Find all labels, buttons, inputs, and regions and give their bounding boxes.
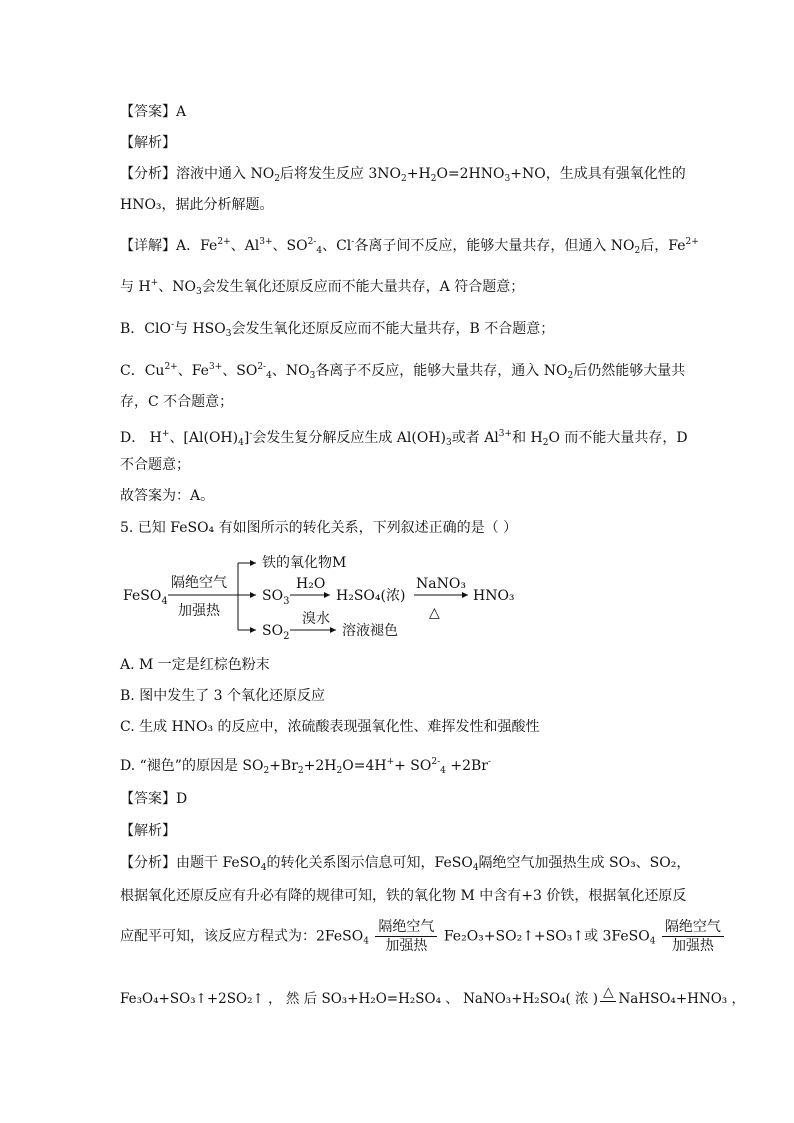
- analysis-paragraph-2-line3: [120, 918, 726, 955]
- diagram-start: FeSO$_4$: [123, 588, 168, 607]
- text-segment: 各离子不反应，能够大量共存，通入 NO: [315, 363, 568, 379]
- superscript: 2-: [431, 757, 441, 767]
- text-segment: 会发生氧化还原反应而不能大量共存，A 符合题意；: [201, 279, 525, 295]
- analysis-label-2: 【解析】: [120, 823, 176, 839]
- superscript: -: [487, 757, 492, 767]
- conclusion-1: 故答案为：A。: [120, 488, 215, 504]
- text-segment: 、SO: [222, 363, 258, 379]
- text-segment: +H: [406, 166, 431, 182]
- text-segment: 、Cl: [322, 238, 352, 254]
- text-segment: 、NO: [271, 363, 310, 379]
- text-segment: 或者 Al: [451, 430, 499, 446]
- option-d-explanation: D． H+、$[Al(OH)_4]^-$会发生复分解反应生成 $Al(OH)_3$或者 $Al^{3+}$和 $H_2O$ 而不能大量共存，D: [120, 429, 688, 448]
- text-segment: NaHSO₄+HNO₃ ，: [618, 991, 745, 1007]
- superscript: 2+: [217, 237, 231, 247]
- condition-bottom: 加强热: [385, 938, 428, 954]
- superscript: 3+: [208, 362, 223, 372]
- analysis-paragraph-1-cont: HNO₃，据此分析解题。: [120, 197, 274, 213]
- option-b: B. 图中发生了 3 个氧化还原反应: [120, 688, 325, 704]
- text-segment: 与 H: [120, 279, 151, 295]
- heat-condition: [600, 983, 616, 1002]
- text-segment: 与 HSO: [174, 321, 226, 337]
- subscript: 3: [504, 174, 511, 184]
- text-segment: D. “褪色”的原因是 SO: [120, 758, 264, 774]
- subscript: 4: [266, 371, 272, 381]
- text-segment: 和 H: [512, 430, 543, 446]
- text-segment: 、Al: [230, 238, 260, 254]
- text-segment: 会发生氧化还原反应而不能大量共存，B 不合题意；: [231, 321, 555, 337]
- option-c-explanation: [120, 358, 685, 385]
- subscript: 2: [401, 174, 407, 184]
- diagram-condition-top: 隔绝空气: [171, 575, 227, 591]
- text-segment: + SO: [394, 758, 432, 774]
- subscript: 2: [430, 174, 437, 184]
- diagram-h2o: H₂O: [296, 576, 326, 592]
- subscript: 3: [225, 329, 232, 339]
- condition-top: 隔绝空气: [662, 918, 724, 937]
- subscript: 4: [260, 863, 267, 873]
- text-segment: D． H: [120, 430, 162, 446]
- conversion-diagram: [118, 545, 538, 645]
- subscript: 2: [542, 438, 549, 448]
- arrowhead: [324, 592, 330, 598]
- text-segment: Fe₃O₄+SO₃↑+2SO₂↑ ， 然 后 SO₃+H₂O=H₂SO₄ 、 NaNO₃+H₂SO₄( 浓 ): [120, 991, 599, 1007]
- subscript: 3: [309, 371, 316, 381]
- option-c-explanation-cont: 存，C 不合题意；: [120, 394, 234, 410]
- arrowhead: [462, 592, 468, 598]
- answer-label-1: 【答案】A: [120, 104, 187, 120]
- text-segment: 后将发生反应 3NO: [279, 166, 402, 182]
- text-segment: 、NO: [158, 279, 196, 295]
- option-d-explanation-cont: 不合题意；: [120, 457, 190, 473]
- subscript: 3: [195, 287, 202, 297]
- text-segment: O 而不能大量共存，D: [548, 430, 688, 446]
- superscript: +: [150, 278, 159, 288]
- detail-paragraph-a-cont: [120, 274, 524, 301]
- text-segment: +Br: [269, 758, 298, 774]
- text-segment: +2Br: [445, 758, 488, 774]
- subscript: 2: [567, 371, 574, 381]
- subscript: 4: [649, 936, 656, 947]
- text-segment: 会发生复分解反应生成 Al(OH): [252, 430, 447, 446]
- text-segment: Fe₂O₃+SO₂↑+SO₃↑或 3FeSO: [443, 928, 650, 945]
- superscript: -: [249, 429, 253, 439]
- subscript: 4: [316, 246, 323, 256]
- subscript: 4: [472, 863, 479, 873]
- subscript: 2: [336, 766, 343, 776]
- arrowhead: [250, 560, 256, 566]
- option-c: C. 生成 HNO₃ 的反应中，浓硫酸表现强氧化性、难挥发性和强酸性: [120, 719, 540, 735]
- subscript: 2: [634, 246, 641, 256]
- text-segment: 、SO: [272, 238, 308, 254]
- text-segment: 各离子间不反应，能够大量共存，但通入 NO: [354, 238, 635, 254]
- diagram-fade: 溶液褪色: [342, 623, 398, 639]
- superscript: -: [170, 320, 175, 330]
- subscript: 4: [363, 936, 369, 947]
- option-b-explanation: [120, 316, 554, 343]
- diagram-condition-bottom: 加强热: [178, 603, 220, 619]
- diagram-nano3: NaNO₃: [416, 576, 466, 592]
- subscript: 2: [263, 766, 270, 776]
- analysis-paragraph-1: [120, 165, 686, 188]
- analysis-paragraph-2: [120, 854, 690, 877]
- superscript: 2+: [685, 237, 699, 247]
- subscript: 3: [446, 438, 452, 448]
- diagram-so2: $SO_2$: [262, 623, 290, 642]
- subscript: 2: [274, 174, 280, 184]
- detail-paragraph-a: [120, 233, 699, 260]
- superscript: 2-: [257, 362, 267, 372]
- text-segment: O=2HNO: [436, 166, 505, 182]
- text-segment: 后，Fe: [640, 238, 686, 254]
- diagram-so3: $SO_3$: [262, 588, 290, 607]
- text-segment: B．ClO: [120, 321, 171, 337]
- superscript: +: [161, 429, 170, 439]
- text-segment: C．Cu: [120, 363, 165, 379]
- condition-bottom: 加强热: [671, 938, 714, 954]
- diagram-delta: △: [429, 605, 440, 621]
- text-segment: 【分析】由题干 FeSO: [120, 855, 261, 871]
- text-segment: 应配平可知，该反应方程式为：2FeSO: [120, 928, 364, 945]
- diagram-bromine-water: 溴水: [302, 611, 330, 627]
- superscript: +: [386, 757, 395, 767]
- text-segment: +NO，生成具有强氧化性的: [510, 166, 686, 182]
- diagram-h2so4: H₂SO₄(浓): [336, 588, 406, 604]
- arrowhead: [250, 592, 256, 598]
- question-5-stem: 5. 已知 FeSO₄ 有如图所示的转化关系，下列叙述正确的是（ ）: [120, 520, 518, 536]
- text-segment: 、[Al(OH): [169, 430, 239, 446]
- superscript: 2+: [164, 362, 178, 372]
- option-d: [120, 753, 491, 780]
- text-segment: 【分析】溶液中通入 NO: [120, 166, 275, 182]
- condition-top: 隔绝空气: [375, 918, 437, 937]
- subscript: 4: [440, 766, 446, 776]
- text-segment: 【详解】A．Fe: [120, 238, 218, 254]
- superscript: 3+: [259, 237, 273, 247]
- analysis-label-1: 【解析】: [120, 135, 176, 151]
- subscript: 2: [297, 766, 304, 776]
- delta-symbol: △: [600, 983, 616, 1002]
- text-segment: 的转化关系图示信息可知，FeSO: [266, 855, 473, 871]
- reaction-condition: [662, 918, 724, 955]
- diagram-hno3: HNO₃: [473, 588, 515, 604]
- answer-label-2: 【答案】D: [120, 791, 188, 807]
- text-segment: 、Fe: [177, 363, 209, 379]
- arrowhead: [250, 627, 256, 633]
- superscript: 2-: [307, 237, 317, 247]
- diagram-branch-m: 铁的氧化物M: [262, 555, 347, 571]
- option-a: A. M 一定是红棕色粉末: [120, 657, 270, 673]
- text-segment: O=4H: [342, 758, 387, 774]
- text-segment: +2H: [303, 758, 337, 774]
- text-segment: 后仍然能够大量共: [573, 363, 686, 379]
- reaction-condition: [375, 918, 437, 955]
- text-segment: 隔绝空气加强热生成 SO₃、SO₂，: [478, 855, 691, 871]
- subscript: 4: [238, 438, 244, 448]
- arrowhead: [330, 627, 336, 633]
- superscript: -: [351, 237, 355, 247]
- superscript: 3+: [498, 429, 513, 439]
- analysis-paragraph-2-line4: [120, 984, 745, 1008]
- analysis-paragraph-2-line2: 根据氧化还原反应有升必有降的规律可知，铁的氧化物 M 中含有+3 价铁，根据氧化还原反: [120, 888, 687, 904]
